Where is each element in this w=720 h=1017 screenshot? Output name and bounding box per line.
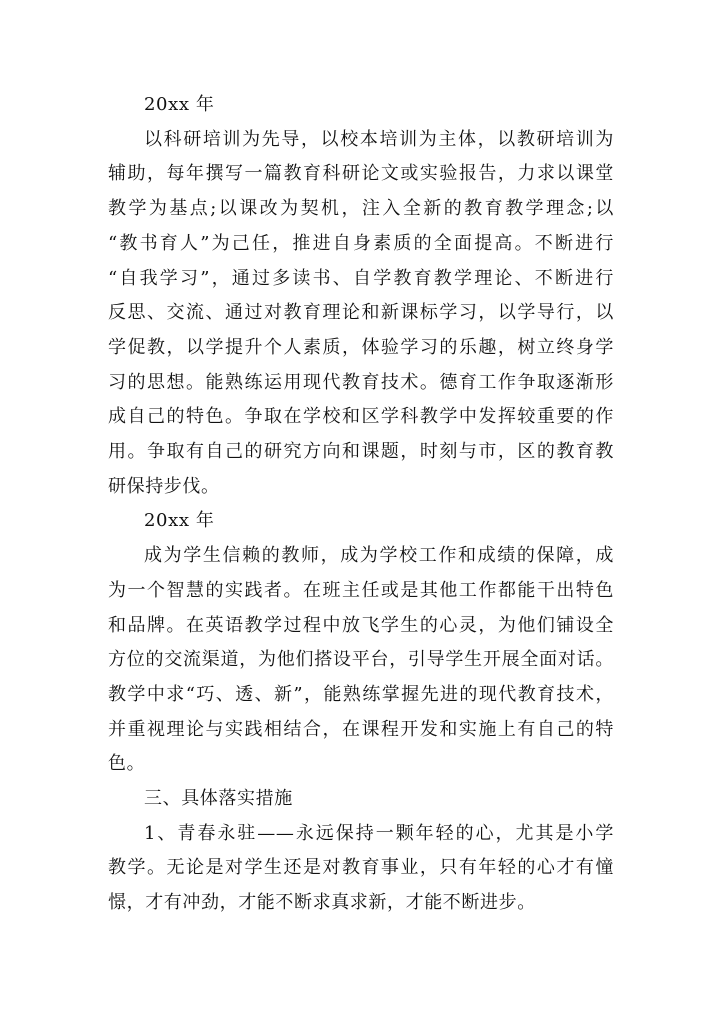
document-body xyxy=(108,88,614,921)
text-line: 色。 xyxy=(108,753,146,775)
section-heading-measures: 三、具体落实措施 xyxy=(144,788,293,810)
text-line: 和品牌。在英语教学过程中放飞学生的心灵，为他们铺设全 xyxy=(108,614,614,636)
paragraph-measures-1 xyxy=(108,817,614,921)
paragraph-year-1 xyxy=(108,123,614,505)
text-line: 研保持步伐。 xyxy=(108,475,220,497)
section-heading-year-1: 20xx 年 xyxy=(144,94,215,115)
text-line: 辅助，每年撰写一篇教育科研论文或实验报告，力求以课堂 xyxy=(108,163,614,185)
text-line: 教学。无论是对学生还是对教育事业，只有年轻的心才有憧 xyxy=(108,857,614,879)
text-line: 并重视理论与实践相结合，在课程开发和实施上有自己的特 xyxy=(108,718,614,740)
section-heading-year-2: 20xx 年 xyxy=(144,510,215,532)
text-line: 用。争取有自己的研究方向和课题，时刻与市，区的教育教 xyxy=(108,441,614,463)
text-line: 憬，才有冲劲，才能不断求真求新，才能不断进步。 xyxy=(108,892,536,914)
text-line: 成自己的特色。争取在学校和区学科教学中发挥较重要的作 xyxy=(108,406,614,428)
paragraph-year-2 xyxy=(108,539,614,782)
text-line: “教书育人”为己任，推进自身素质的全面提高。不断进行 xyxy=(108,232,614,254)
text-line: 以科研培训为先导，以校本培训为主体，以教研培训为 xyxy=(144,128,614,150)
text-line: 反思、交流、通过对教育理论和新课标学习，以学导行，以 xyxy=(108,302,614,324)
text-line: 教学中求“巧、透、新”，能熟练掌握先进的现代教育技术， xyxy=(108,683,614,705)
text-line: 教学为基点;以课改为契机，注入全新的教育教学理念;以 xyxy=(108,198,614,220)
text-line: “自我学习”，通过多读书、自学教育教学理论、不断进行 xyxy=(108,267,614,289)
text-line: 成为学生信赖的教师，成为学校工作和成绩的保障，成 xyxy=(144,545,614,567)
text-line: 为一个智慧的实践者。在班主任或是其他工作都能干出特色 xyxy=(108,579,614,601)
text-line: 1、青春永驻——永远保持一颗年轻的心，尤其是小学 xyxy=(144,822,614,844)
text-line: 习的思想。能熟练运用现代教育技术。德育工作争取逐渐形 xyxy=(108,371,614,393)
text-line: 学促教，以学提升个人素质，体验学习的乐趣，树立终身学 xyxy=(108,336,614,358)
text-line: 方位的交流渠道，为他们搭设平台，引导学生开展全面对话。 xyxy=(108,649,614,671)
